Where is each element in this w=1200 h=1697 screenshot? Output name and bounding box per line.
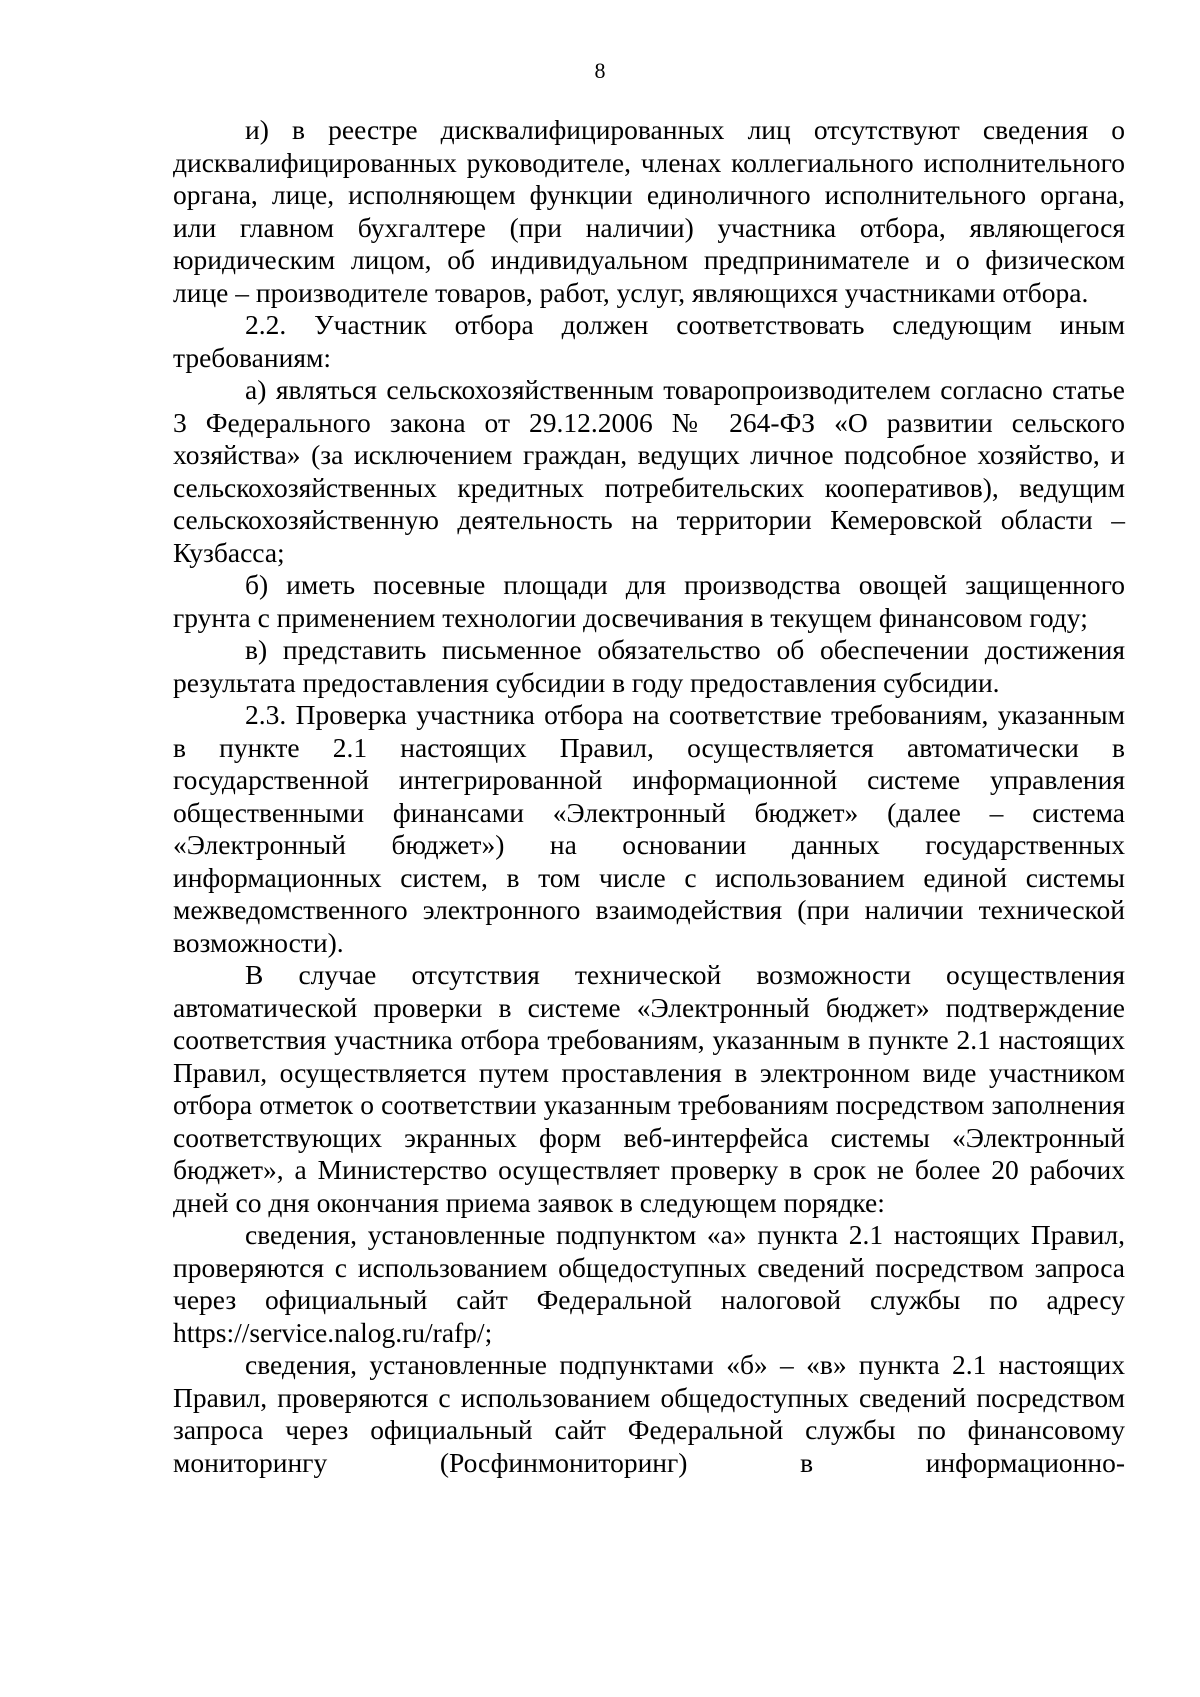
paragraph-no-technical-possibility: В случае отсутствия технической возможности осуществления автоматической проверки в системе «Электронный бюджет» подтверждение соответствия участника отбора требованиям, указанным в пункте 2.1 настоящих Правил, осуществляется путем проставления в электронном виде участником отбора отметок о соответствии указанным требованиям посредством заполнения соответствующих экранных форм веб-интерфейса системы «Электронный бюджет», а Министерство осуществляет проверку в срок не более 20 рабочих дней со дня окончания приема заявок в следующем порядке: — [173, 959, 1125, 1218]
paragraph-disqualified-registry: и) в реестре дисквалифицированных лиц отсутствуют сведения о дисквалифицированных руководителе, членах коллегиального исполнительного органа, лице, исполняющем функции единоличного исполнительного органа, или главном бухгалтере (при наличии) участника отбора, являющегося юридическим лицом, об индивидуальном предпринимателе и о физическом лице – производителе товаров, работ, услуг, являющихся участниками отбора. — [173, 114, 1125, 308]
document-body — [173, 114, 1125, 1479]
paragraph-2-3: 2.3. Проверка участника отбора на соответствие требованиям, указанным в пункте 2.1 настоящих Правил, осуществляется автоматически в государственной интегрированной информационной системе управления общественными финансами «Электронный бюджет» (далее – система «Электронный бюджет») на основании данных государственных информационных систем, в том числе с использованием единой системы межведомственного электронного взаимодействия (при наличии технической возможности). — [173, 699, 1125, 958]
paragraph-2-2-v: в) представить письменное обязательство об обеспечении достижения результата предоставления субсидии в году предоставления субсидии. — [173, 634, 1125, 698]
paragraph-check-subpoint-a: сведения, установленные подпунктом «а» пункта 2.1 настоящих Правил, проверяются с использованием общедоступных сведений посредством запроса через официальный сайт Федеральной налоговой службы по адресу https://service.nalog.ru/rafp/; — [173, 1219, 1125, 1348]
paragraph-2-2-b: б) иметь посевные площади для производства овощей защищенного грунта с применением технологии досвечивания в текущем финансовом году; — [173, 569, 1125, 633]
paragraph-check-subpoints-b-v: сведения, установленные подпунктами «б» – «в» пункта 2.1 настоящих Правил, проверяются с использованием общедоступных сведений посредством запроса через официальный сайт Федеральной службы по финансовому мониторингу (Росфинмониторинг) в информационно- — [173, 1349, 1125, 1478]
paragraph-2-2-a: а) являться сельскохозяйственным товаропроизводителем согласно статье 3 Федерального закона от 29.12.2006 № 264-ФЗ «О развитии сельского хозяйства» (за исключением граждан, ведущих личное подсобное хозяйство, и сельскохозяйственных кредитных потребительских кооперативов), ведущим сельскохозяйственную деятельность на территории Кемеровской области – Кузбасса; — [173, 374, 1125, 568]
paragraph-2-2: 2.2. Участник отбора должен соответствовать следующим иным требованиям: — [173, 309, 1125, 373]
page-number: 8 — [594, 58, 606, 83]
